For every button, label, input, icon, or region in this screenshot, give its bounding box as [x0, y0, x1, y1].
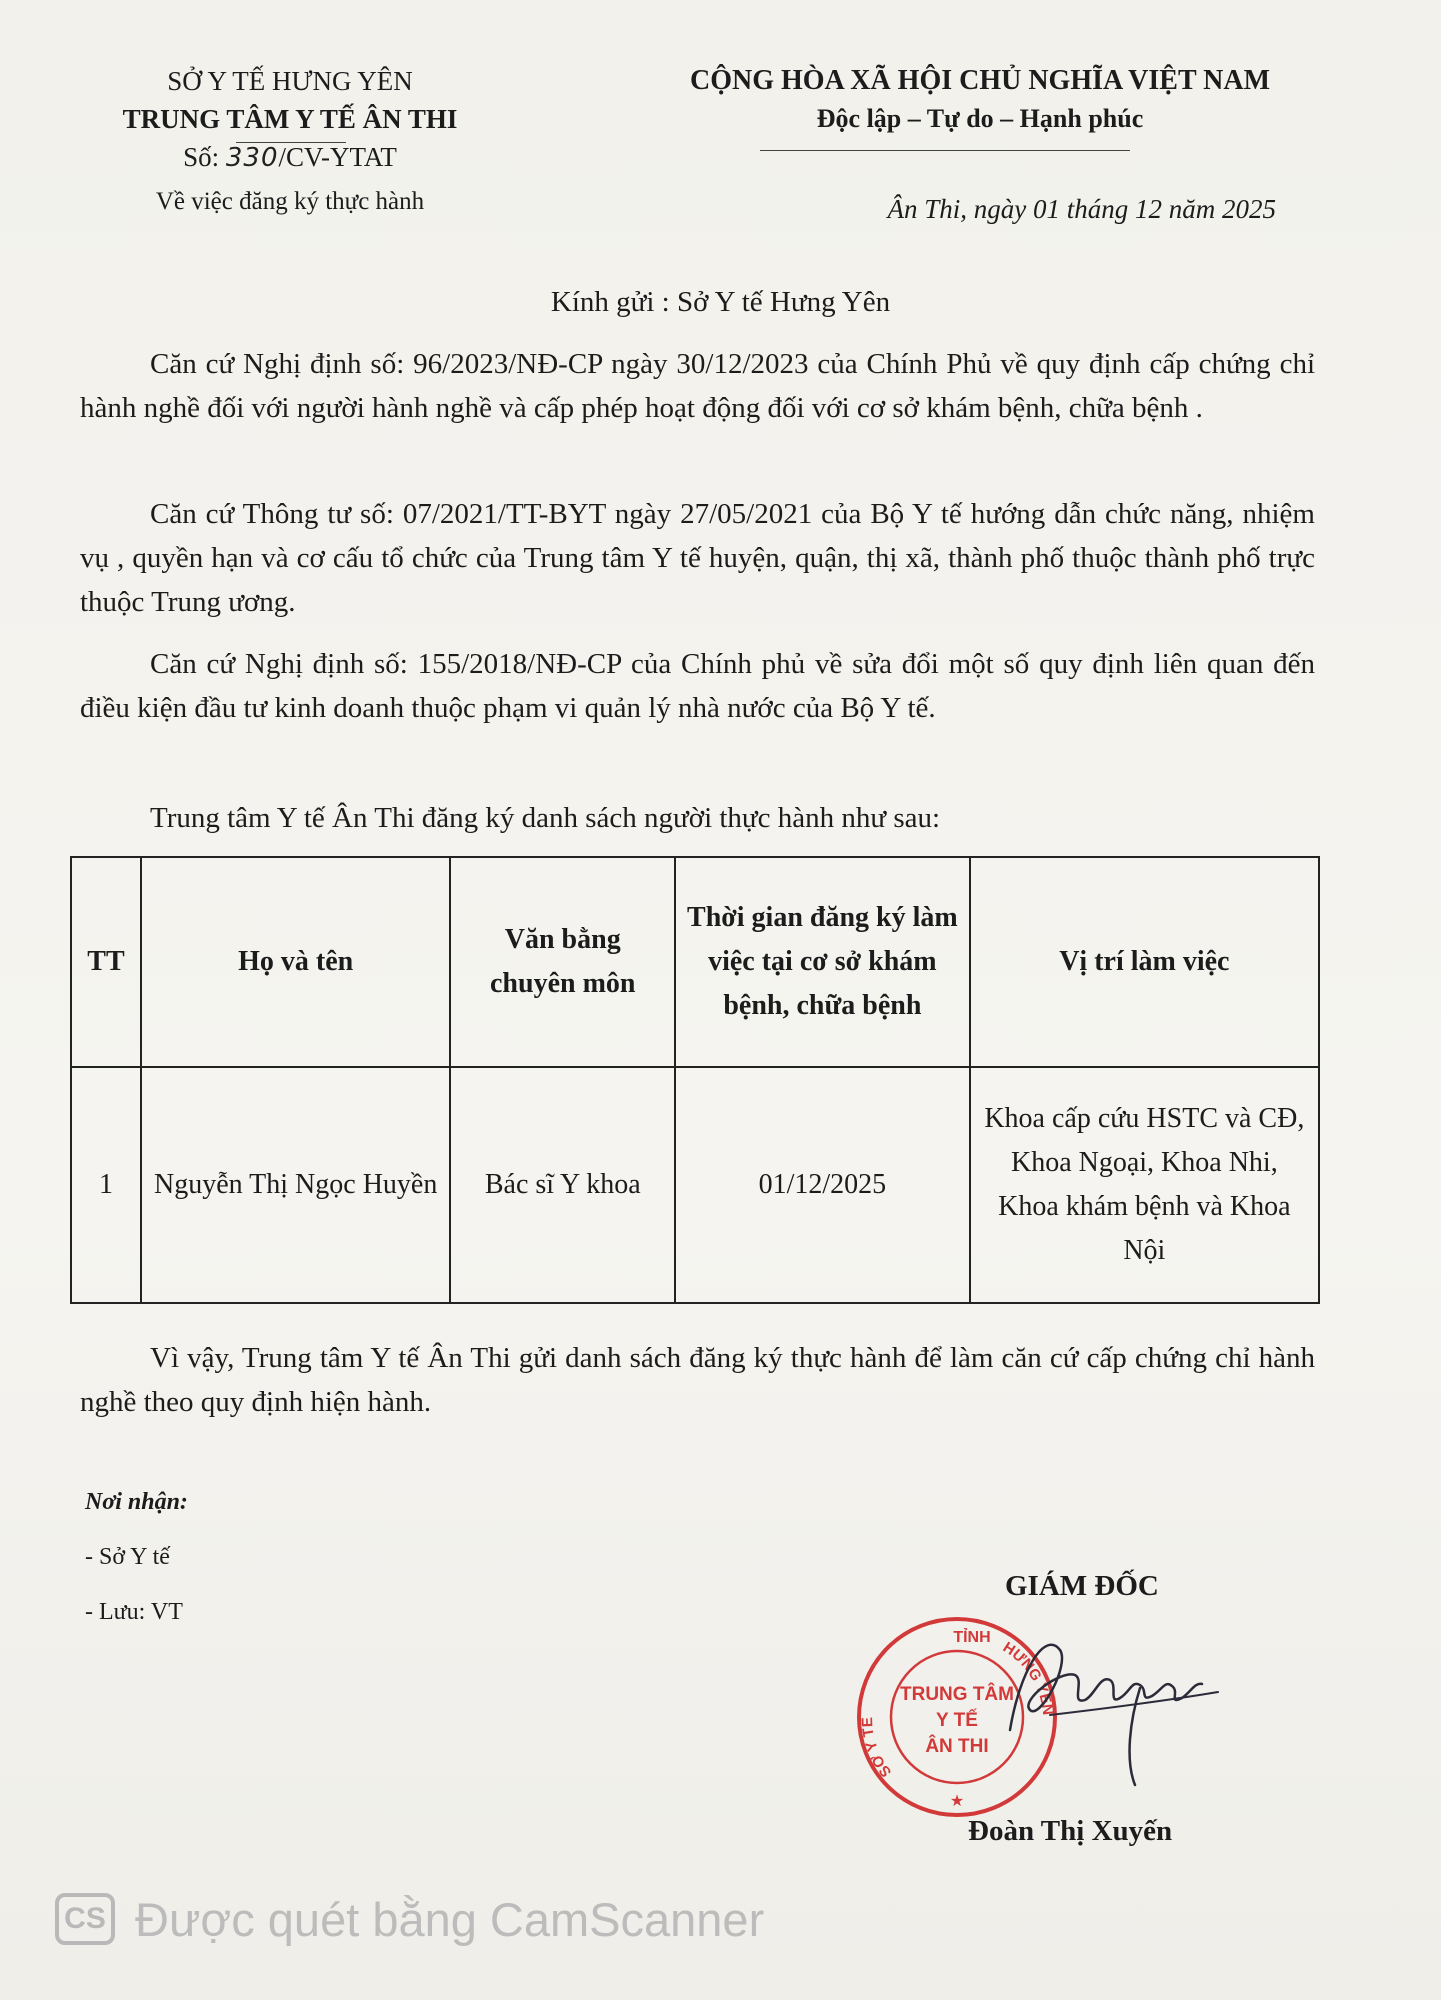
issue-date: Ân Thi, ngày 01 tháng 12 năm 2025 [887, 194, 1276, 224]
recipient-item: - Sở Y tế [85, 1544, 170, 1570]
recipients-heading: Nơi nhận: [85, 1489, 188, 1515]
camscanner-watermark [55, 1889, 764, 1949]
dept-name: SỞ Y TẾ HƯNG YÊN [167, 66, 413, 96]
cell-name: Nguyễn Thị Ngọc Huyền [141, 1067, 450, 1303]
col-header-name: Họ và tên [141, 857, 450, 1067]
camscanner-logo-icon: CS [55, 1893, 115, 1945]
document-number: Số: 330/CV-YTAT [183, 142, 397, 173]
paragraph-2: Căn cứ Thông tư số: 07/2021/TT-BYT ngày 27/05/2021 của Bộ Y tế hướng dẫn chức năng, nhiệm vụ , quyền hạn và cơ cấu tổ chức của Trung tâm Y tế huyện, quận, thị xã, thành phố thuộc thành phố trực thuộc Trung ương. [80, 498, 1315, 618]
col-header-time: Thời gian đăng ký làm việc tại cơ sở khám bệnh, chữa bệnh [675, 857, 970, 1067]
document-subject: Về việc đăng ký thực hành [155, 188, 425, 215]
closing-paragraph: Vì vậy, Trung tâm Y tế Ân Thi gửi danh sách đăng ký thực hành để làm căn cứ cấp chứng chỉ hành nghề theo quy định hiện hành. [80, 1342, 1315, 1418]
table-header-row [71, 857, 1319, 1067]
recipients-block [85, 1475, 188, 1640]
recipient-line: Kính gửi : Sở Y tế Hưng Yên [550, 286, 891, 318]
stamp-top: TỈNH [953, 1629, 991, 1646]
paragraph-3: Căn cứ Nghị định số: 155/2018/NĐ-CP của Chính phủ về sửa đổi một số quy định liên quan đến điều kiện đầu tư kinh doanh thuộc phạm vi quản lý nhà nước của Bộ Y tế. [80, 648, 1315, 724]
paragraph-1: Căn cứ Nghị định số: 96/2023/NĐ-CP ngày 30/12/2023 của Chính Phủ về quy định cấp chứng chỉ hành nghề đối với người hành nghề và cấp phép hoạt động đối với cơ sở khám bệnh, chữa bệnh . [80, 348, 1315, 424]
col-header-degree: Văn bằng chuyên môn [450, 857, 675, 1067]
header-underline-right [760, 150, 1130, 151]
cell-tt: 1 [71, 1067, 141, 1303]
signer-name: Đoàn Thị Xuyến [968, 1815, 1173, 1847]
stamp-star-icon: ★ [949, 1793, 965, 1810]
table-row [71, 1067, 1319, 1303]
watermark-text: Được quét bằng CamScanner [135, 1892, 765, 1946]
nation-title: CỘNG HÒA XÃ HỘI CHỦ NGHĨA VIỆT NAM [689, 65, 1271, 96]
motto: Độc lập – Tự do – Hạnh phúc [816, 104, 1144, 133]
cell-degree: Bác sĩ Y khoa [450, 1067, 675, 1303]
recipient-item: - Lưu: VT [85, 1599, 183, 1625]
col-header-position: Vị trí làm việc [970, 857, 1319, 1067]
stamp-line1: TRUNG TÂM [900, 1684, 1014, 1705]
signature-icon [990, 1610, 1220, 1800]
paragraph-4: Trung tâm Y tế Ân Thi đăng ký danh sách người thực hành như sau: [150, 802, 941, 834]
cell-position: Khoa cấp cứu HSTC và CĐ, Khoa Ngoại, Khoa Nhi, Khoa khám bệnh và Khoa Nội [970, 1067, 1319, 1303]
col-header-tt: TT [71, 857, 141, 1067]
stamp-ring-right: HƯNG YÊN [999, 1638, 1057, 1716]
center-name: TRUNG TÂM Y TẾ ÂN THI [122, 104, 458, 134]
national-heading [590, 62, 1370, 138]
header-underline-left [236, 142, 346, 143]
signer-title: GIÁM ĐỐC [1005, 1570, 1159, 1602]
stamp-ring-left: SỞ Y TẾ [858, 1716, 896, 1781]
cell-time: 01/12/2025 [675, 1067, 970, 1303]
stamp-line2: Y TẾ [936, 1710, 978, 1731]
handwritten-number: 330 [225, 143, 279, 173]
registration-table [70, 856, 1320, 1304]
stamp-line3: ÂN THI [925, 1736, 989, 1757]
